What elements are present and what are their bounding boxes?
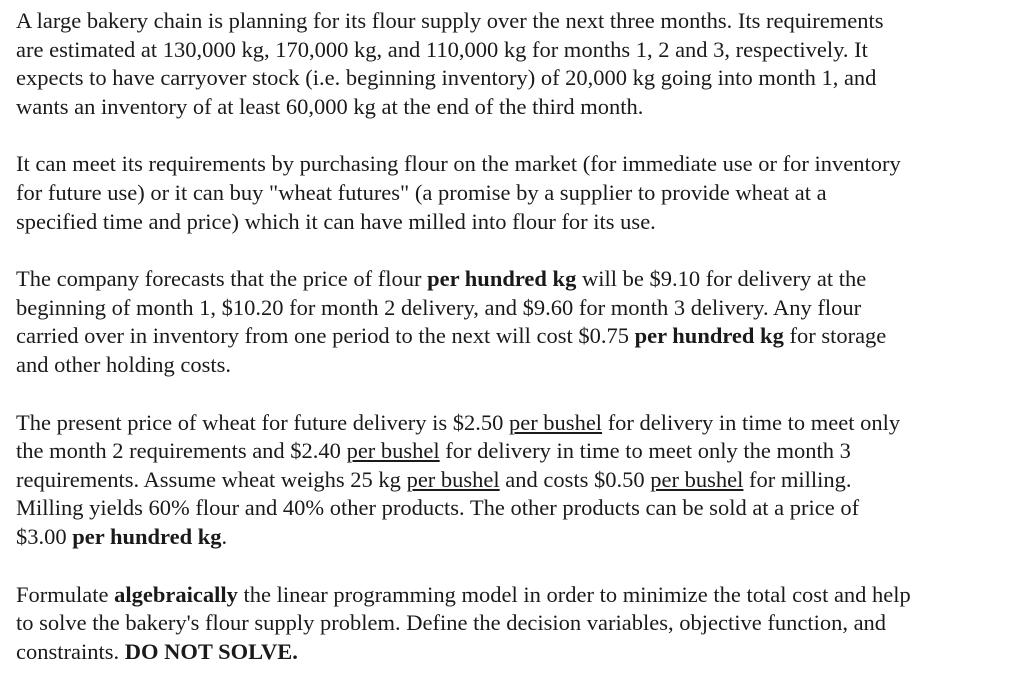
problem-document bbox=[16, 7, 1016, 695]
text-line bbox=[16, 64, 1016, 93]
text-line bbox=[16, 179, 1016, 208]
bold-text-run: per hundred kg bbox=[72, 523, 222, 549]
bold-text-run: DO NOT SOLVE. bbox=[124, 638, 298, 664]
text-run: $3.00 bbox=[16, 523, 73, 549]
text-run: A large bakery chain is planning for its flour supply over the next three months. Its requirements bbox=[16, 8, 884, 33]
text-run: specified time and price) which it can have milled into flour for its use. bbox=[16, 208, 656, 234]
text-run: beginning of month 1, $10.20 for month 2 delivery, and $9.60 for month 3 delivery. Any flour bbox=[16, 294, 862, 320]
paragraph-flour-prices bbox=[16, 265, 1016, 379]
text-run: for milling. bbox=[743, 466, 852, 492]
bold-text-run: per hundred kg bbox=[427, 266, 577, 292]
text-line bbox=[16, 265, 1016, 294]
text-run: Formulate bbox=[16, 581, 115, 607]
text-run: constraints. bbox=[16, 638, 125, 664]
paragraph-purchase-options bbox=[16, 150, 1016, 236]
text-run: requirements. Assume wheat weighs 25 kg bbox=[16, 466, 407, 492]
text-run: and other holding costs. bbox=[16, 351, 231, 377]
text-run: The company forecasts that the price of flour bbox=[16, 266, 428, 292]
text-run: for delivery in time to meet only the month 3 bbox=[439, 438, 851, 464]
text-line bbox=[16, 322, 1016, 351]
text-line bbox=[16, 638, 1016, 667]
text-line bbox=[16, 409, 1016, 438]
text-run: Milling yields 60% flour and 40% other products. The other products can be sold at a price of bbox=[16, 495, 860, 521]
text-line bbox=[16, 7, 1016, 36]
text-run: for future use) or it can buy "wheat futures" (a promise by a supplier to provide wheat at a bbox=[16, 179, 827, 205]
text-line bbox=[16, 437, 1016, 466]
text-run: will be $9.10 for delivery at the bbox=[576, 266, 867, 292]
underlined-text-run: per bushel bbox=[508, 409, 603, 435]
text-run: The present price of wheat for future delivery is $2.50 bbox=[16, 409, 509, 435]
text-line bbox=[16, 294, 1016, 323]
text-run: are estimated at 130,000 kg, 170,000 kg, and 110,000 kg for months 1, 2 and 3, respectively. It bbox=[16, 36, 868, 62]
text-line bbox=[16, 93, 1016, 122]
text-run: for delivery in time to meet only bbox=[602, 409, 901, 435]
text-line bbox=[16, 466, 1016, 495]
text-run: It can meet its requirements by purchasing flour on the market (for immediate use or for inventory bbox=[16, 151, 901, 177]
paragraph-requirements bbox=[16, 7, 1016, 121]
underlined-text-run: per bushel bbox=[346, 438, 440, 464]
text-run: wants an inventory of at least 60,000 kg at the end of the third month. bbox=[16, 93, 644, 119]
text-line bbox=[16, 351, 1016, 380]
text-line bbox=[16, 494, 1016, 523]
underlined-text-run: per bushel bbox=[406, 466, 500, 492]
text-run: for storage bbox=[783, 323, 887, 349]
underlined-text-run: per bushel bbox=[650, 466, 744, 492]
text-run: . bbox=[221, 523, 228, 549]
text-line bbox=[16, 150, 1016, 179]
text-run: carried over in inventory from one period to the next will cost $0.75 bbox=[16, 323, 635, 349]
text-run: the linear programming model in order to minimize the total cost and help bbox=[237, 581, 911, 607]
paragraph-wheat-futures bbox=[16, 409, 1016, 552]
text-run: expects to have carryover stock (i.e. beginning inventory) of 20,000 kg going into month 1, and bbox=[16, 65, 877, 91]
text-line bbox=[16, 36, 1016, 65]
text-run: and costs $0.50 bbox=[499, 466, 651, 492]
bold-text-run: per hundred kg bbox=[634, 323, 784, 349]
text-run: to solve the bakery's flour supply problem. Define the decision variables, objective function, and bbox=[16, 610, 887, 636]
text-line bbox=[16, 208, 1016, 237]
text-run: the month 2 requirements and $2.40 bbox=[16, 438, 347, 464]
bold-text-run: algebraically bbox=[114, 581, 238, 607]
text-line bbox=[16, 581, 1016, 610]
text-line bbox=[16, 523, 1016, 552]
text-line bbox=[16, 609, 1016, 638]
paragraph-instructions bbox=[16, 581, 1016, 667]
